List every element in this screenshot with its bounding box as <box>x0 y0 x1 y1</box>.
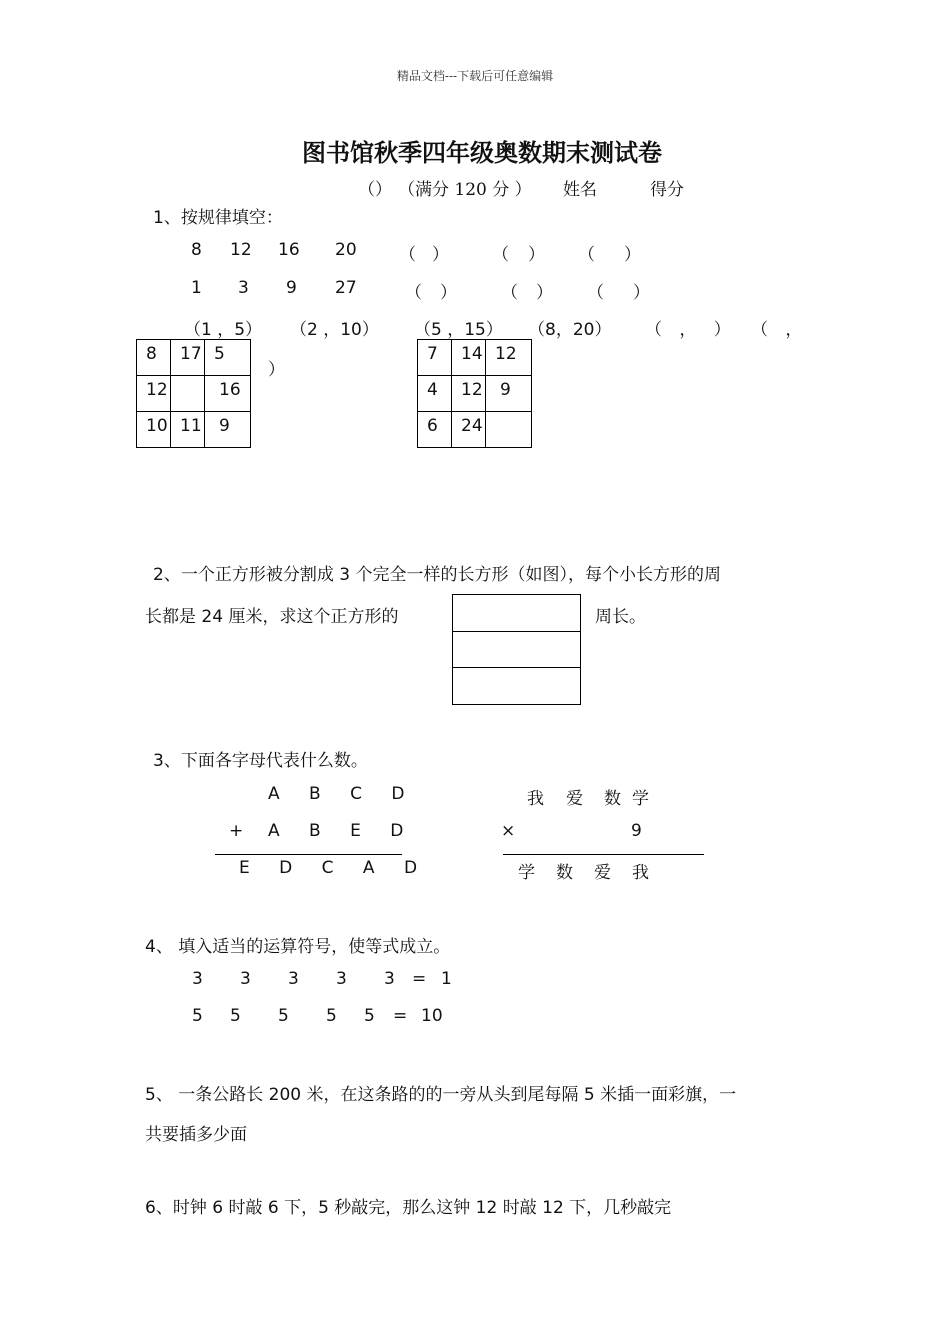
rectangle-shape <box>452 631 581 668</box>
rectangle-shape <box>452 594 581 632</box>
q1-blank-open: （ <box>587 283 604 303</box>
q1-blank-open: （ <box>501 283 518 303</box>
q3-right-top: 爱 <box>566 789 583 809</box>
q1-blank-close: ） <box>528 245 545 265</box>
q1-grid-1 <box>136 339 251 448</box>
q1-pair: （5 ，15） <box>414 320 503 340</box>
q3-times-sign: × <box>501 821 516 841</box>
q1-cell: 27 <box>335 278 357 298</box>
grid-cell: 12 <box>486 340 532 376</box>
subtitle-grade: 得分 <box>650 180 684 200</box>
q1-cell: 1 <box>191 278 202 298</box>
q3-right-rule <box>503 854 704 855</box>
q1-pair: （1 ，5） <box>184 320 263 340</box>
grid-cell <box>486 412 532 448</box>
q2-line-1: 2、一个正方形被分割成 3 个完全一样的长方形（如图），每个小长方形的周 <box>153 565 721 585</box>
q4-equals: = <box>393 1006 408 1026</box>
q1-pair: （8，20） <box>528 320 612 340</box>
q3-right-result: 我 <box>632 863 649 883</box>
q4-number: 5 <box>326 1006 337 1026</box>
grid-cell: 10 <box>137 412 171 448</box>
table-row <box>418 340 532 376</box>
q1-blank-open: （ <box>492 245 509 265</box>
grid-cell: 16 <box>205 376 251 412</box>
q3-right-top: 我 <box>527 789 544 809</box>
subtitle-score: （满分 120 分 ） <box>398 180 532 200</box>
grid-cell: 6 <box>418 412 452 448</box>
q6-line-1: 6、时钟 6 时敲 6 下，5 秒敲完，那么这钟 12 时敲 12 下，几秒敲完 <box>145 1198 672 1218</box>
grid-cell <box>171 376 205 412</box>
table-row <box>137 412 251 448</box>
q1-blank-open: （ <box>399 245 416 265</box>
q1-pair: （2 ，10） <box>290 320 379 340</box>
q3-left-mid: A B E D <box>268 821 416 841</box>
q2-line-2b: 周长。 <box>595 607 646 627</box>
page-title: 图书馆秋季四年级奥数期末测试卷 <box>302 138 662 167</box>
q1-cell: 8 <box>191 240 202 260</box>
grid-cell: 12 <box>137 376 171 412</box>
subtitle-paren: （） <box>358 180 392 200</box>
q1-blank-close: ） <box>624 245 641 265</box>
grid-cell: 8 <box>137 340 171 376</box>
q3-right-result: 数 <box>556 863 573 883</box>
q1-blank-close: ） <box>432 245 449 265</box>
q1-blank-close: ） <box>440 283 457 303</box>
q4-number: 3 <box>384 969 395 989</box>
q1-cell: 9 <box>286 278 297 298</box>
q2-line-2a: 长都是 24 厘米，求这个正方形的 <box>145 607 399 627</box>
grid-cell: 7 <box>418 340 452 376</box>
table-row <box>137 376 251 412</box>
q1-pair-blank: （ ， <box>751 320 809 340</box>
q4-result: 1 <box>441 969 452 989</box>
q4-label: 4、 填入适当的运算符号，使等式成立。 <box>145 937 451 957</box>
q1-blank-open: （ <box>578 245 595 265</box>
q4-number: 3 <box>336 969 347 989</box>
q4-number: 3 <box>192 969 203 989</box>
q4-number: 3 <box>288 969 299 989</box>
q1-blank-close: ） <box>536 283 553 303</box>
grid-cell: 4 <box>418 376 452 412</box>
q3-label: 3、下面各字母代表什么数。 <box>153 751 368 771</box>
grid-cell: 24 <box>452 412 486 448</box>
q1-cell: 3 <box>238 278 249 298</box>
q1-pair-blank: （ ， ） <box>645 320 737 340</box>
q3-left-result: E D C A D <box>239 858 430 878</box>
q4-number: 5 <box>230 1006 241 1026</box>
q1-grid-2 <box>417 339 532 448</box>
grid-cell: 14 <box>452 340 486 376</box>
grid-cell: 9 <box>205 412 251 448</box>
q1-blank-close: ） <box>633 283 650 303</box>
q3-right-result: 爱 <box>594 863 611 883</box>
q1-cell: 16 <box>278 240 300 260</box>
q1-cell: 12 <box>230 240 252 260</box>
q1-label: 1、按规律填空： <box>153 208 283 228</box>
rectangle-shape <box>452 667 581 705</box>
q3-right-top: 学 <box>632 789 649 809</box>
q3-plus-sign: + <box>229 821 244 841</box>
table-row <box>137 340 251 376</box>
q3-multiplier: 9 <box>631 821 642 841</box>
table-row <box>418 412 532 448</box>
q4-result: 10 <box>421 1006 443 1026</box>
q4-number: 3 <box>240 969 251 989</box>
grid-cell: 11 <box>171 412 205 448</box>
q5-line-1: 5、 一条公路长 200 米，在这条路的的一旁从头到尾每隔 5 米插一面彩旗，一 <box>145 1085 737 1105</box>
grid-cell: 12 <box>452 376 486 412</box>
q1-pair-tail: ） <box>268 360 285 380</box>
q4-equals: = <box>412 969 427 989</box>
q4-number: 5 <box>364 1006 375 1026</box>
q1-cell: 20 <box>335 240 357 260</box>
q3-left-rule <box>215 854 402 855</box>
grid-cell: 5 <box>205 340 251 376</box>
grid-cell: 17 <box>171 340 205 376</box>
subtitle-name: 姓名 <box>563 180 597 200</box>
table-row <box>418 376 532 412</box>
q1-blank-open: （ <box>405 283 422 303</box>
q5-line-2: 共要插多少面 <box>145 1125 247 1145</box>
grid-cell: 9 <box>486 376 532 412</box>
q4-number: 5 <box>192 1006 203 1026</box>
q3-right-top: 数 <box>604 789 621 809</box>
q3-right-result: 学 <box>518 863 535 883</box>
q4-number: 5 <box>278 1006 289 1026</box>
q3-left-top: A B C D <box>268 784 417 804</box>
page-header: 精品文档---下载后可任意编辑 <box>396 69 554 83</box>
